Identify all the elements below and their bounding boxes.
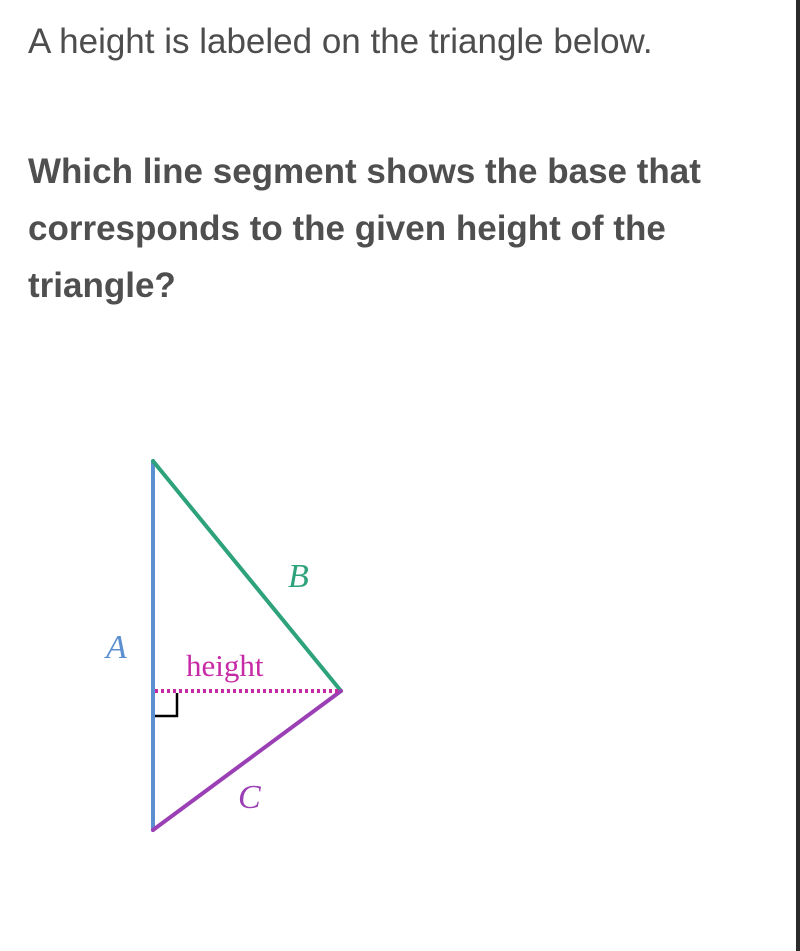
intro-text: A height is labeled on the triangle below. — [28, 22, 653, 61]
right-angle-marker — [155, 693, 177, 716]
side-a-label: A — [106, 629, 127, 666]
side-c-label: C — [238, 779, 261, 816]
height-label: height — [186, 648, 264, 683]
side-b-label: B — [288, 558, 309, 595]
question-text: Which line segment shows the base that corresponds to the given height of the triangle? — [28, 152, 701, 305]
